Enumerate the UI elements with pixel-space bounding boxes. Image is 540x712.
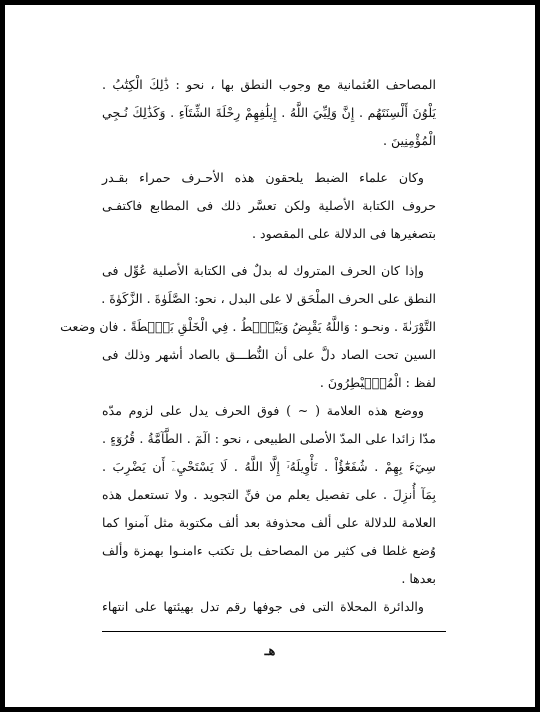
paragraph-start-line: والدائرة المحلاة التى فى جوفها رقم تدل بهيئتها على انتهاء bbox=[102, 599, 424, 614]
text-line: وُضع غلطا فى كثير من المصاحف بل تكتب ءامنـوا بهمزة وألف bbox=[102, 543, 436, 558]
page-body-text bbox=[60, 71, 436, 621]
paragraph-start-line: وكان علماء الضبط يلحقون هذه الأحـرف حمراء بقـدر bbox=[102, 170, 424, 185]
text-line: المصاحف العُثمانية مع وجوب النطق بها ، نحو : ذَٰلِكَ الْكِتَٰبُ . bbox=[102, 77, 436, 92]
paragraph-start-line: ووضع هذه العلامة ( ~ ) فوق الحرف يدل على لزوم مدّه bbox=[102, 403, 424, 418]
text-line: بتصغيرها فى الدلالة على المقصود . bbox=[252, 226, 436, 241]
text-line: حروف الكتابة الأصلية ولكن تعسَّر ذلك فى المطابع فاكتفـى bbox=[102, 198, 436, 213]
footer-rule bbox=[102, 631, 446, 632]
text-line: الْمُؤْمِنِينَ . bbox=[382, 133, 436, 148]
text-line: السين تحت الصاد دلَّ على أن النُّطـــق بالصاد أشهر وذلك فى bbox=[102, 347, 436, 362]
page-number: هـ bbox=[264, 644, 276, 659]
text-line: سِيٓءَ بِهِمْ . شُفَعَٰٓؤُاْ . تَأْوِيلَهُۥٓ إِلَّا اللَّهُ . لَا يَسْتَحْيِۦٓ أَن يَضْرِبَ . bbox=[102, 459, 436, 474]
text-line: مدّا زائدا على المدّ الأصلى الطبيعى ، نحو : الٓمٓ . الطَّآمَّةُ . قُرُوٓءٍ . bbox=[102, 431, 436, 446]
paragraph-start-line: وإذا كان الحرف المتروك له بدلٌ فى الكتابة الأصلية عُوِّل فى bbox=[102, 263, 424, 278]
text-line: لفظ : الْمُصَۜيْطِرُونَ . bbox=[319, 375, 436, 390]
text-line: النطق على الحرف الملْحَق لا على البدل ، نحو: الصَّلَوٰةَ . الزَّكَوٰةَ . bbox=[101, 291, 436, 306]
text-line: العلامة للدلالة على ألف محذوفة بعد ألف مكتوبة مثل آمنوا كما bbox=[102, 515, 436, 530]
text-line: يَلْوُنَ أَلْسِنَتَهُم . إِنَّ وَلِيِّيَ اللَّهُ . إِيلَٰفِهِمْ رِحْلَةَ الشِّتَآءِ . وَكَذَٰلِكَ نُـجِي bbox=[102, 105, 436, 120]
text-line: التَّوْرَىٰةَ . ونحـو : وَاللَّهُ يَقْبِضُ وَيَبْصُۜطُ . فِي الْخَلْقِ بَصْۜطَةً . فان وضعت bbox=[60, 319, 436, 334]
text-line: بِمَآ أُنزِلَ . على تفصيل يعلم من فنِّ التجويد . ولا تستعمل هذه bbox=[102, 487, 436, 502]
text-line: بعدها . bbox=[401, 571, 436, 586]
